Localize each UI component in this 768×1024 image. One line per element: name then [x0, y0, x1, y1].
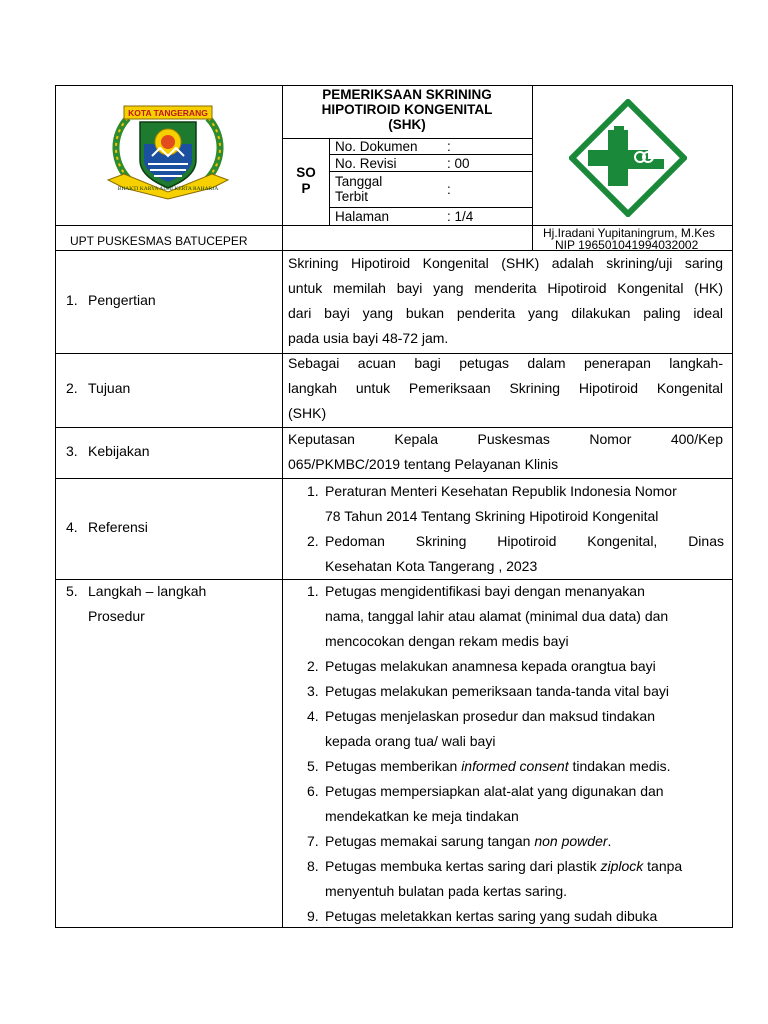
title-line-1: PEMERIKSAAN SKRINING	[322, 87, 492, 102]
list-item-line: Pedoman Skrining Hipotiroid Kongenital, Dinas	[325, 533, 724, 549]
tujuan-text	[288, 351, 723, 426]
meta-label-terbit: Tanggal Terbit	[335, 174, 383, 204]
list-item-line: Petugas mengidentifikasi bayi dengan menanyakan	[325, 583, 645, 599]
signatory-name: Hj.Iradani Yupitaningrum, M.Kes	[543, 226, 715, 240]
logo-motto-text: BHAKTI KARYA ADHI KERTA RAHARJA	[117, 186, 219, 192]
sop-label	[284, 165, 328, 197]
sop-label-line-2: P	[301, 181, 311, 196]
list-item-line: Petugas menjelaskan prosedur dan maksud tindakan	[325, 708, 655, 724]
section-title: Pengertian	[88, 292, 156, 308]
tujuan-line: langkah untuk Pemeriksaan Skrining Hipotiroid Kongenital	[288, 380, 723, 396]
section-title: Referensi	[88, 519, 148, 535]
meta-line-2	[329, 171, 533, 172]
list-item-number: 4.	[307, 708, 319, 724]
list-item-number: 9.	[307, 908, 319, 924]
kebijakan-text	[288, 427, 723, 477]
sop-label-line-1: SO	[296, 165, 316, 180]
list-item-line: Petugas meletakkan kertas saring yang sudah dibuka	[325, 908, 658, 924]
text-run: Petugas membuka kertas saring dari plastik	[325, 858, 601, 874]
list-item	[288, 704, 724, 754]
title-line-2: HIPOTIROID KONGENITAL	[321, 102, 493, 117]
kebijakan-line: 065/PKMBC/2019 tentang Pelayanan Klinis	[288, 456, 559, 472]
pengertian-line: pada usia bayi 48-72 jam.	[288, 330, 449, 346]
signatory-nip: NIP 196501041994032002	[555, 238, 699, 252]
table-border-left	[55, 85, 56, 928]
section-label-kebijakan	[66, 439, 150, 464]
list-item-number: 6.	[307, 783, 319, 799]
prosedur-list	[288, 579, 724, 929]
pengertian-line: dari bayi yang bukan penderita yang dilakukan paling ideal	[288, 305, 723, 321]
list-item-line: nama, tanggal lahir atau alamat (minimal dua data) dan	[325, 608, 669, 624]
list-item-line: kepada orang tua/ wali bayi	[325, 733, 496, 749]
section-number: 4.	[66, 519, 78, 535]
meta-value-terbit: :	[447, 182, 451, 197]
list-item	[288, 779, 724, 829]
sop-divider	[329, 138, 330, 225]
section-number: 3.	[66, 443, 78, 459]
list-item-line	[325, 754, 724, 779]
section-number: 2.	[66, 380, 78, 396]
title-line-3: (SHK)	[388, 117, 426, 132]
list-item-line: Kesehatan Kota Tangerang , 2023	[325, 558, 538, 574]
list-item	[288, 854, 724, 904]
puskesmas-logo	[569, 99, 687, 217]
list-item-line	[325, 854, 724, 879]
list-item-line: mencocokan dengan rekam medis bayi	[325, 633, 569, 649]
italic-term: informed consent	[461, 758, 569, 774]
section-label-pengertian	[66, 288, 156, 313]
kebijakan-line: Keputasan Kepala Puskesmas Nomor 400/Kep	[288, 431, 723, 447]
text-run: .	[607, 833, 612, 849]
header-divider-left	[282, 85, 283, 928]
tujuan-line: Sebagai acuan bagi petugas dalam penerapan langkah-	[288, 355, 723, 371]
meta-label-halaman: Halaman	[335, 209, 390, 224]
list-item	[288, 654, 724, 679]
section-title: Tujuan	[88, 380, 131, 396]
pengertian-line: untuk memilah bayi yang menderita Hipotiroid Kongenital (HK)	[288, 280, 723, 296]
meta-value-halaman: : 1/4	[447, 209, 474, 224]
text-run: tanpa	[643, 858, 683, 874]
list-item-line: mendekatkan ke meja tindakan	[325, 808, 519, 824]
meta-value-revisi: : 00	[447, 156, 470, 171]
list-item	[288, 479, 724, 529]
table-border-right	[732, 85, 733, 928]
pengertian-line: Skrining Hipotiroid Kongenital (SHK) adalah skrining/uji saring	[288, 255, 723, 271]
meta-label-revisi: No. Revisi	[335, 156, 397, 171]
list-item-number: 8.	[307, 858, 319, 874]
pengertian-text	[288, 251, 723, 351]
list-item-line: Petugas melakukan pemeriksaan tanda-tanda vital bayi	[325, 683, 669, 699]
section-title-line-2: Prosedur	[88, 608, 145, 624]
list-item	[288, 829, 724, 854]
italic-term: non powder	[534, 833, 608, 849]
meta-line-1	[329, 154, 533, 155]
logo-banner-text: KOTA TANGERANG	[128, 108, 208, 118]
kota-tangerang-logo	[104, 104, 232, 200]
unit-name: UPT PUSKESMAS BATUCEPER	[70, 234, 248, 248]
text-run: tindakan medis.	[568, 758, 671, 774]
section-label-referensi	[66, 515, 148, 540]
list-item-line: 78 Tahun 2014 Tentang Skrining Hipotiroid Kongenital	[325, 508, 659, 524]
list-item-number: 1.	[307, 483, 319, 499]
list-item-number: 7.	[307, 833, 319, 849]
list-item-line: Peraturan Menteri Kesehatan Republik Indonesia Nomor	[325, 483, 677, 499]
section-title: Kebijakan	[88, 443, 150, 459]
italic-term: ziplock	[600, 858, 644, 874]
referensi-list	[288, 479, 724, 579]
list-item-number: 3.	[307, 683, 319, 699]
list-item-number: 2.	[307, 533, 319, 549]
list-item-line	[325, 829, 724, 854]
list-item	[288, 904, 724, 929]
section-number: 5.	[66, 583, 78, 599]
table-border-top	[55, 85, 733, 86]
list-item-number: 1.	[307, 583, 319, 599]
list-item-number: 2.	[307, 658, 319, 674]
list-item	[288, 529, 724, 579]
tujuan-line: (SHK)	[288, 405, 327, 421]
list-item-line: Petugas mempersiapkan alat-alat yang digunakan dan	[325, 783, 664, 799]
section-label-prosedur	[66, 579, 206, 629]
section-number: 1.	[66, 292, 78, 308]
list-item-number: 5.	[307, 758, 319, 774]
meta-line-3	[329, 207, 533, 208]
list-item	[288, 679, 724, 704]
list-item	[288, 579, 724, 654]
document-title	[283, 87, 531, 132]
list-item-line: Petugas melakukan anamnesa kepada orangtua bayi	[325, 658, 656, 674]
section-title-line-1: Langkah – langkah	[88, 583, 207, 599]
text-run: Petugas memakai sarung tangan	[325, 833, 535, 849]
text-run: Petugas memberikan	[325, 758, 462, 774]
section-label-tujuan	[66, 376, 130, 401]
list-item-line: menyentuh bulatan pada kertas saring.	[325, 883, 568, 899]
list-item	[288, 754, 724, 779]
meta-value-dokumen: :	[447, 139, 451, 154]
meta-label-dokumen: No. Dokumen	[335, 139, 418, 154]
